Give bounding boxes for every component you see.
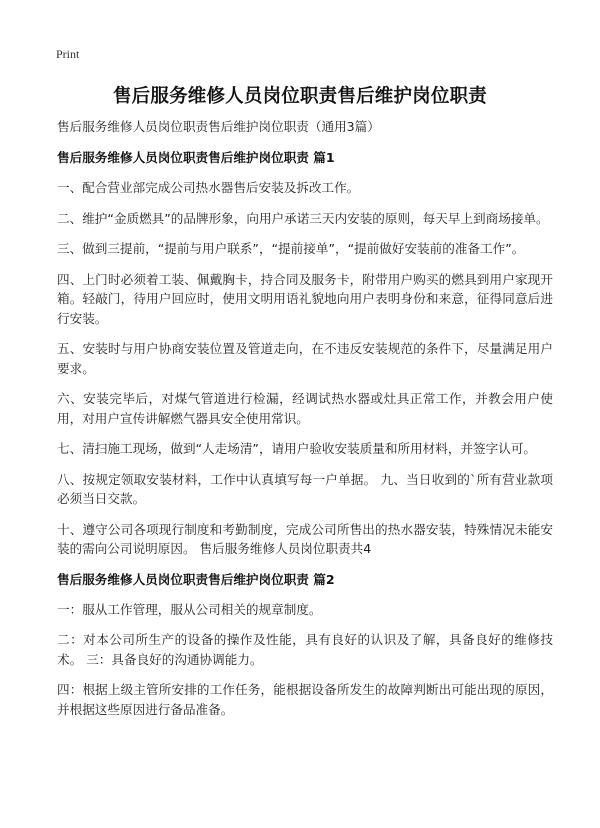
paragraph: 五、安装时与用户协商安装位置及管道走向，在不违反安装规范的条件下，尽量满足用户要求。 [57, 341, 553, 376]
paragraph: 一、配合营业部完成公司热水器售后安装及拆改工作。 [57, 180, 360, 195]
paragraph: 四、上门时必须着工装、佩戴胸卡，持合同及服务卡，附带用户购买的燃具到用户家现开箱。轻敲门，待用户回应时，使用文明用语礼貌地向用户表明身份和来意，征得同意后进行安装。 [57, 271, 553, 326]
document-body [57, 117, 553, 730]
paragraph: 二、维护“金质燃具”的品牌形象，向用户承诺三天内安装的原则，每天早上到商场接单。 [57, 210, 549, 226]
document-title: 售后服务维修人员岗位职责售后维护岗位职责 [112, 86, 487, 107]
paragraph: 一：服从工作管理，服从公司相关的规章制度。 [57, 601, 322, 617]
paragraph: 六、安装完毕后，对煤气管道进行检漏，经调试热水器或灶具正常工作，并教会用户使用，对用户宣传讲解燃气器具安全使用常识。 [57, 391, 553, 426]
print-link[interactable]: Print [56, 47, 80, 61]
paragraph: 二：对本公司所生产的设备的操作及性能，具有良好的认识及了解，具备良好的维修技术。 三：具备良好的沟通协调能力。 [57, 632, 553, 667]
section-1 [57, 148, 553, 559]
document-subtitle: 售后服务维修人员岗位职责售后维护岗位职责（通用3篇） [57, 119, 380, 134]
paragraph: 三、做到三提前，“提前与用户联系”，“提前接单”，“提前做好安装前的准备工作”。 [57, 241, 525, 256]
paragraph: 十、遵守公司各项现行制度和考勤制度，完成公司所售出的热水器安装，特殊情况未能安装的需向公司说明原因。 售后服务维修人员岗位职责共4 [57, 521, 553, 556]
paragraph: 四：根据上级主管所安排的工作任务，能根据设备所发生的故障判断出可能出现的原因，并根据这些原因进行备品准备。 [57, 682, 553, 717]
paragraph: 七、清扫施工现场，做到“人走场清”，请用户验收安装质量和所用材料，并签字认可。 [57, 441, 537, 456]
paragraph: 八、按规定领取安装材料，工作中认真填写每一户单据。 九、当日收到的`所有营业款项必须当日交款。 [57, 471, 553, 506]
section-2 [57, 570, 553, 720]
section-heading: 售后服务维修人员岗位职责售后维护岗位职责 篇2 [57, 571, 335, 587]
section-heading: 售后服务维修人员岗位职责售后维护岗位职责 篇1 [57, 150, 335, 165]
